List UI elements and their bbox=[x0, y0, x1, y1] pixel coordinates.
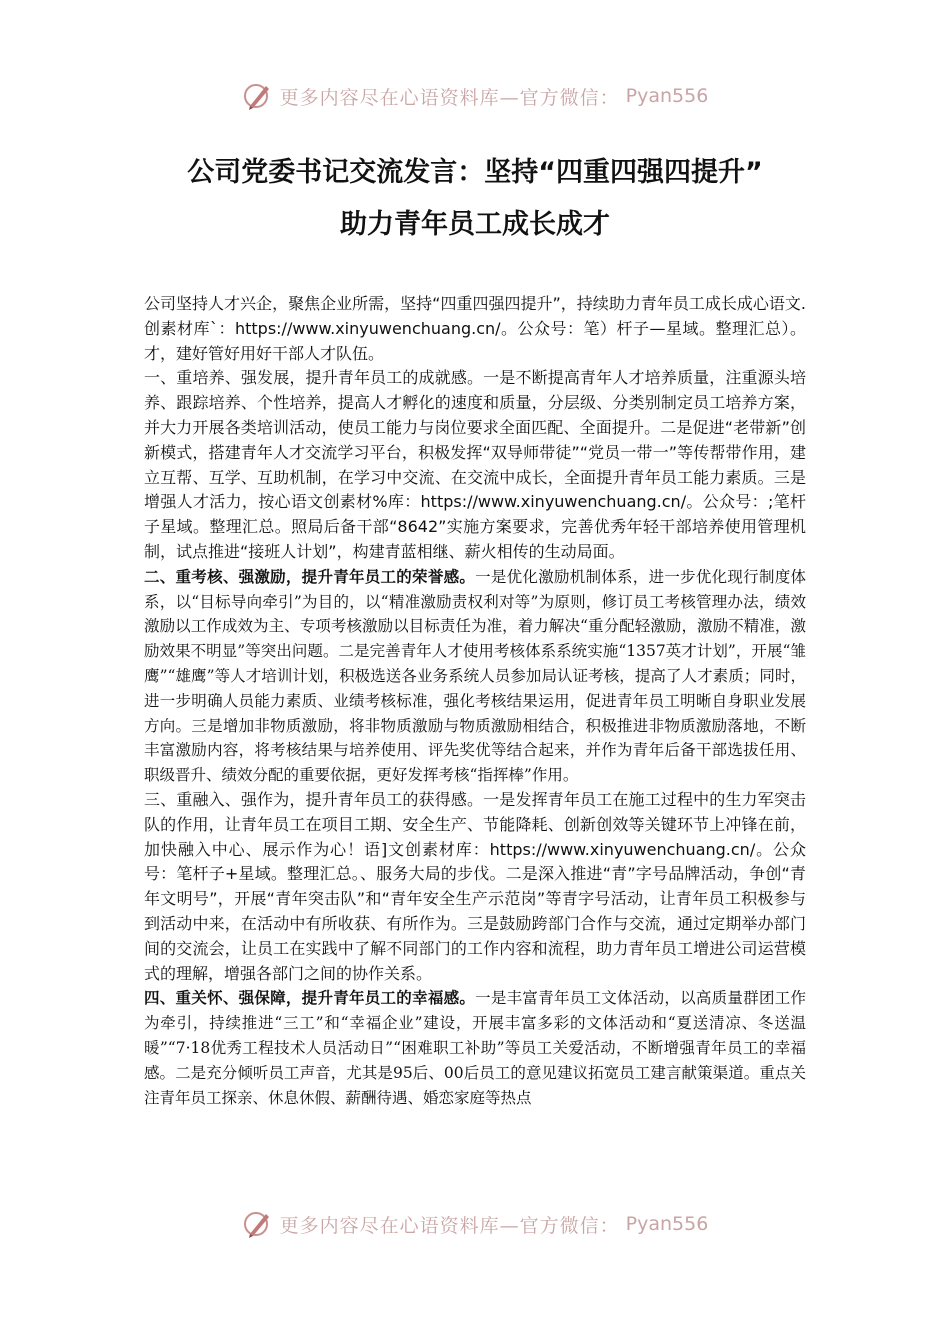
section-1-paragraph: 一、重培养、强发展，提升青年员工的成就感。一是不断提高青年人才培养质量，注重源头培养、跟踪培养、个性培养，提高人才孵化的速度和质量，分层级、分类别制定员工培养方案，并大力开展各类培训活动，使员工能力与岗位要求全面匹配、全面提升。二是促进“老带新”创新模式，搭建青年人才交流学习平台，积极发挥“双导师带徒”“党员一带一”等传帮带作用，建立互帮、互学、互助机制，在学习中交流、在交流中成长，全面提升青年员工能力素质。三是增强人才活力，按心语文创素材%库：https://www.xinyuwenchuang.cn/。公众号：;笔杆子星域。整理汇总。照局后备干部“8642”实施方案要求，完善优秀年轻干部培养使用管理机制，试点推进“接班人计划”，构建青蓝相继、薪火相传的生动局面。 bbox=[144, 368, 806, 561]
section-2-paragraph bbox=[144, 565, 806, 788]
banner-text: 更多内容尽在心语资料库—官方微信： bbox=[279, 1214, 620, 1237]
pen-logo-icon bbox=[242, 1208, 274, 1240]
intro-paragraph: 公司坚持人才兴企，聚焦企业所需，坚持“四重四强四提升”，持续助力青年员工成长成心语文.创素材库`：https://www.xinyuwenchuang.cn/。公众号：笔）杆子—星域。整理汇总）。才，建好管好用好干部人才队伍。 bbox=[144, 294, 806, 363]
banner-handle: Pyan556 bbox=[625, 85, 709, 107]
section-4-body: 一是丰富青年员工文体活动，以高质量群团工作为牵引，持续推进“三工”和“幸福企业”建设，开展丰富多彩的文体活动和“夏送清凉、冬送温暖”“7·18优秀工程技术人员活动日”“困难职工补助”等员工关爱活动，不断增强青年员工的幸福感。二是充分倾听员工声音，尤其是95后、00后员工的意见建议拓宽员工建言献策渠道。重点关注青年员工探亲、休息休假、薪酬待遇、婚恋家庭等热点 bbox=[144, 989, 806, 1107]
banner-handle: Pyan556 bbox=[625, 1213, 709, 1235]
document-body bbox=[144, 292, 806, 1110]
banner-text: 更多内容尽在心语资料库—官方微信： bbox=[279, 86, 620, 109]
pen-logo-icon bbox=[242, 80, 274, 112]
section-2-heading: 二、重考核、强激励，提升青年员工的荣誉感。 bbox=[144, 567, 476, 586]
section-2-body: 一是优化激励机制体系，进一步优化现行制度体系，以“目标导向牵引”为目的，以“精准激励责权利对等”为原则，修订员工考核管理办法，绩效激励以工作成效为主、专项考核激励以目标责任为准，着力解决“重分配轻激励，激励不精准，激励效果不明显”等突出问题。二是完善青年人才使用考核体系系统实施“1357英才计划”，开展“雏鹰”“雄鹰”等人才培训计划，积极选送各业务系统人员参加局认证考核，提高了人才素质；同时，进一步明确人员能力素质、业绩考核标准，强化考核结果运用，促进青年员工明晰自身职业发展方向。三是增加非物质激励，将非物质激励与物质激励相结合，积极推进非物质激励落地，不断丰富激励内容，将考核结果与培养使用、评先奖优等结合起来，并作为青年后备干部选拔任用、职级晋升、绩效分配的重要依据，更好发挥考核“指挥棒”作用。 bbox=[144, 567, 806, 785]
footer-banner bbox=[0, 1208, 950, 1248]
page-title-line-1: 公司党委书记交流发言：坚持“四重四强四提升” bbox=[187, 157, 763, 188]
page-title-line-2: 助力青年员工成长成才 bbox=[340, 209, 610, 240]
section-4-paragraph bbox=[144, 986, 806, 1110]
section-3-paragraph: 三、重融入、强作为，提升青年员工的获得感。一是发挥青年员工在施工过程中的生力军突击队的作用，让青年员工在项目工期、安全生产、节能降耗、创新创效等关键环节上冲锋在前，加快融入中心、展示作为心！语]文创素材库：https://www.xinyuwenchuang.cn/。公众号：笔杆子+星域。整理汇总。、服务大局的步伐。二是深入推进“青”字号品牌活动，争创“青年文明号”，开展“青年突击队”和“青年安全生产示范岗”等青字号活动，让青年员工积极参与到活动中来，在活动中有所收获、有所作为。三是鼓励跨部门合作与交流，通过定期举办部门间的交流会，让员工在实践中了解不同部门的工作内容和流程，助力青年员工增进公司运营模式的理解，增强各部门之间的协作关系。 bbox=[144, 789, 806, 983]
header-banner bbox=[0, 80, 950, 120]
section-4-heading: 四、重关怀、强保障，提升青年员工的幸福感。 bbox=[144, 989, 476, 1008]
